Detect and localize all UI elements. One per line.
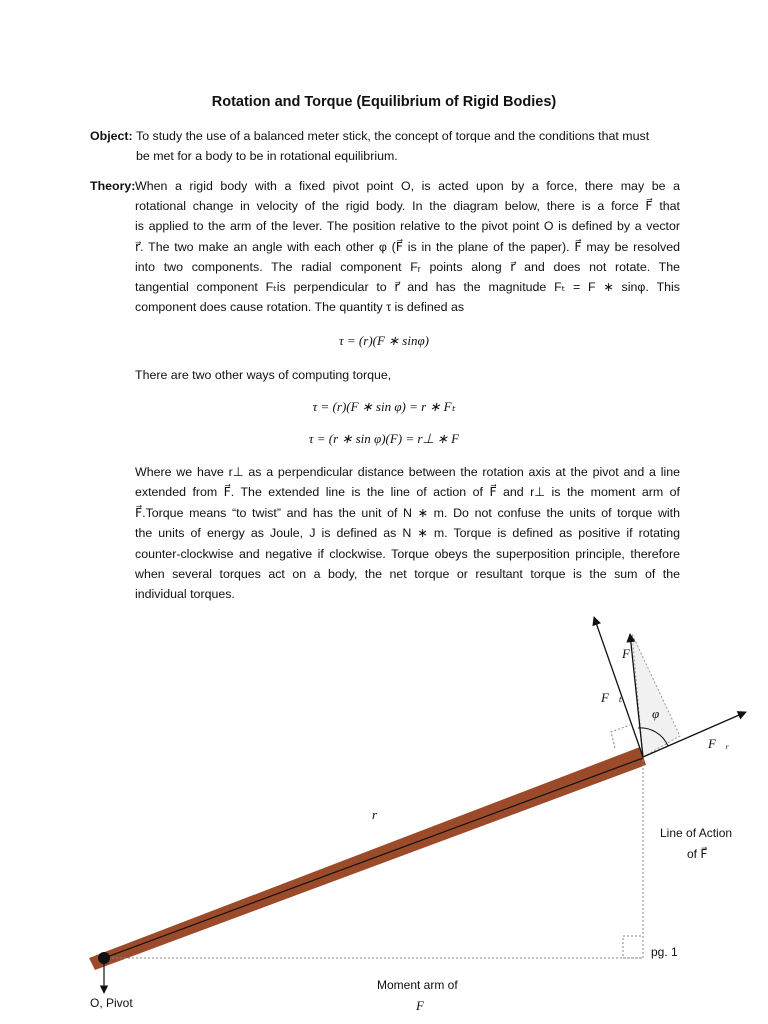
right-angle-marker [623, 936, 643, 958]
paragraph-line-5: counter-clockwise and negative if clockwise. Torque obeys the superposition principle, therefore [135, 546, 680, 561]
theory-line-3: is applied to the arm of the lever. The position relative to the pivot point O is defined by a vector [135, 219, 680, 234]
position-vector-line [104, 758, 643, 958]
theory-line-5: into two components. The radial component Fᵣ points along r⃗ and does not rotate. The [135, 259, 680, 274]
label-pivot: O, Pivot [90, 996, 133, 1010]
theory-line-7: component does cause rotation. The quantity τ is defined as [135, 300, 465, 315]
object-label: Object: [90, 129, 133, 143]
equation-torque-moment-arm: τ = (r ∗ sin φ)(F) = r⊥ ∗ F [308, 431, 460, 446]
paragraph-torque-definition [135, 462, 680, 605]
equation-torque: τ = (r)(F ∗ sinφ) [339, 333, 429, 348]
right-angle-tip-marker [611, 725, 630, 748]
label-line-of-action-of: of F⃗ [687, 847, 708, 861]
label-Fr: F⃗ᵣ [708, 736, 730, 751]
paragraph-line-4: the units of energy as Joule, J is defined as N ∗ m. Torque is defined as positive if rotating [135, 526, 680, 541]
label-Ft: F⃗ₜ [601, 690, 623, 705]
other-ways-text: There are two other ways of computing torque, [135, 368, 392, 382]
theory-line-6: tangential component Fₜis perpendicular to r⃗ and has the magnitude Fₜ = F ∗ sinφ. This [135, 280, 680, 295]
theory-line-4: r⃗. The two make an angle with each other φ (F⃗ is in the plane of the paper). F⃗ may be resolved [135, 239, 680, 254]
paragraph-line-3: F⃗.Torque means “to twist” and has the unit of N ∗ m. Do not confuse the units of torque with [135, 505, 680, 520]
page-title: Rotation and Torque (Equilibrium of Rigid Bodies) [211, 94, 557, 110]
paragraph-line-2: extended from F⃗. The extended line is the line of action of F⃗ and r⊥ is the moment arm of [135, 485, 680, 500]
theory-line-1: When a rigid body with a fixed pivot point O, is acted upon by a force, there may be a [135, 179, 680, 193]
equation-torque-tangential: τ = (r)(F ∗ sin φ) = r ∗ Fₜ [312, 399, 456, 414]
label-moment-arm-F: F⃗ [416, 998, 435, 1013]
theory-label: Theory: [90, 179, 136, 193]
lever-rod [89, 747, 646, 970]
paragraph-line-1: Where we have r⊥ as a perpendicular distance between the rotation axis at the pivot and a line [135, 465, 680, 479]
label-moment-arm: Moment arm of [377, 978, 458, 992]
paragraph-line-6: when several torques act on a body, the net torque or resultant torque is the sum of the [135, 567, 680, 582]
page-number: pg. 1 [651, 945, 678, 959]
theory-line-2: rotational change in velocity of the rigid body. In the diagram below, there is a force F⃗ that [135, 199, 680, 214]
label-r: r⃗ [372, 807, 388, 822]
object-line-2: be met for a body to be in rotational equilibrium. [136, 149, 398, 163]
label-phi: φ [652, 706, 660, 721]
label-line-of-action: Line of Action [660, 826, 733, 840]
label-F: F⃗ [622, 646, 641, 661]
object-line-1: To study the use of a balanced meter stick, the concept of torque and the conditions that must [136, 129, 650, 143]
paragraph-line-7: individual torques. [135, 587, 235, 602]
